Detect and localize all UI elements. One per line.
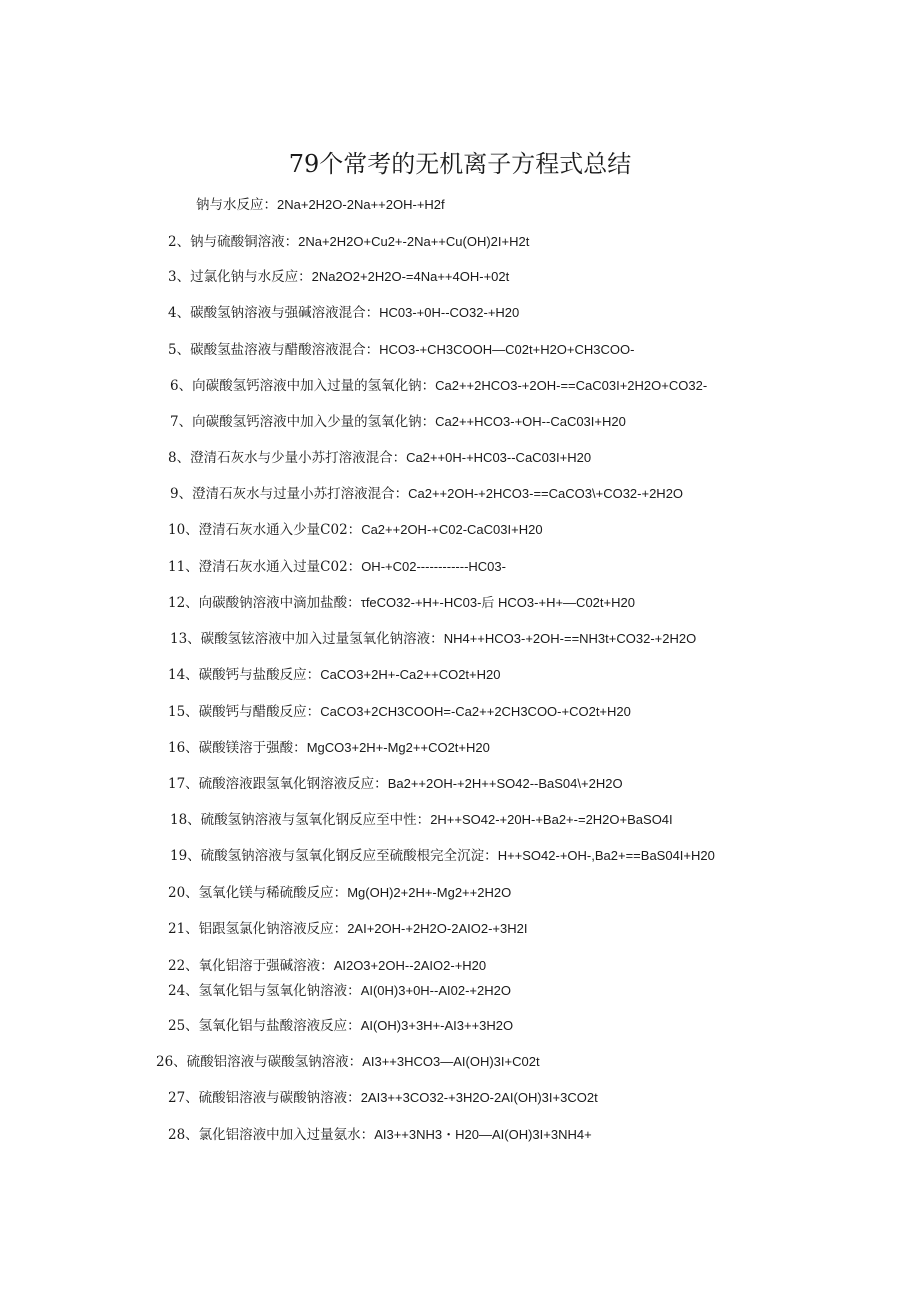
equation-line bbox=[168, 1017, 513, 1036]
equation-line bbox=[168, 884, 511, 903]
ionic-equation: AI2O3+2OH--2AIO2-+H20 bbox=[333, 958, 487, 973]
equation-line bbox=[168, 341, 634, 360]
reaction-label: 3、过氯化钠与水反应： bbox=[168, 269, 312, 285]
equation-line bbox=[168, 920, 527, 939]
ionic-equation: AI(0H)3+0H--AI02-+2H2O bbox=[360, 983, 511, 998]
ionic-equation: H++SO42-+OH-,Ba2+==BaS04I+H20 bbox=[497, 848, 715, 863]
reaction-label: 25、氢氧化铝与盐酸溶液反应： bbox=[168, 1018, 361, 1034]
ionic-equation: 2H++SO42-+20H-+Ba2+-=2H2O+BaSO4I bbox=[430, 812, 673, 827]
equation-line bbox=[168, 957, 486, 976]
reaction-label: 22、氧化铝溶于强碱溶液： bbox=[168, 958, 334, 974]
equation-line bbox=[168, 666, 500, 685]
reaction-label: 12、向碳酸钠溶液中滴加盐酸： bbox=[168, 595, 361, 611]
reaction-label: 9、澄清石灰水与过量小苏打溶液混合： bbox=[170, 486, 409, 502]
equation-line bbox=[168, 982, 511, 1001]
equation-line bbox=[168, 1126, 592, 1145]
equation-line bbox=[170, 630, 696, 649]
equation-line bbox=[168, 703, 631, 722]
ionic-equation: Ca2++2OH-+C02-CaC03I+H20 bbox=[361, 522, 543, 537]
reaction-label: 13、碳酸氢铉溶液中加入过量氢氧化钠溶液： bbox=[170, 631, 444, 647]
reaction-label: 18、硫酸氢钠溶液与氢氧化钢反应至中性： bbox=[170, 812, 431, 828]
equation-line bbox=[168, 304, 519, 323]
reaction-label: 21、铝跟氢氯化钠溶液反应： bbox=[168, 921, 348, 937]
equation-line bbox=[196, 196, 445, 215]
reaction-label: 5、碳酸氢盐溶液与醋酸溶液混合： bbox=[168, 342, 380, 358]
equation-line bbox=[170, 811, 673, 830]
ionic-equation: 2Na+2H2O-2Na++2OH-+H2f bbox=[277, 197, 445, 212]
reaction-label: 14、碳酸钙与盐酸反应： bbox=[168, 667, 321, 683]
reaction-label: 17、硫酸溶液跟氢氧化钢溶液反应： bbox=[168, 776, 388, 792]
ionic-equation: HCO3-+CH3COOH—C02t+H2O+CH3COO- bbox=[379, 342, 635, 357]
ionic-equation: MgCO3+2H+-Mg2++CO2t+H20 bbox=[306, 740, 490, 755]
equation-line bbox=[156, 1053, 540, 1072]
ionic-equation: AI3++3HCO3—AI(OH)3I+C02t bbox=[362, 1054, 540, 1069]
equation-line bbox=[168, 233, 529, 252]
reaction-label: 20、氢氧化镁与稀硫酸反应： bbox=[168, 885, 348, 901]
reaction-label: 27、硫酸铝溶液与碳酸钠溶液： bbox=[168, 1090, 361, 1106]
ionic-equation: Mg(OH)2+2H+-Mg2++2H2O bbox=[347, 885, 512, 900]
reaction-label: 钠与水反应： bbox=[196, 197, 277, 213]
reaction-label: 26、硫酸铝溶液与碳酸氢钠溶液： bbox=[156, 1054, 363, 1070]
reaction-label: 7、向碳酸氢钙溶液中加入少量的氢氧化钠： bbox=[170, 414, 436, 430]
reaction-label: 24、氢氧化铝与氢氧化钠溶液： bbox=[168, 983, 361, 999]
ionic-equation: AI3++3NH3・H20—AI(OH)3I+3NH4+ bbox=[374, 1127, 592, 1142]
equation-line bbox=[168, 775, 623, 794]
equation-line bbox=[168, 594, 635, 613]
ionic-equation: τfeCO32-+H+-HC03-后 HCO3-+H+—C02t+H20 bbox=[360, 595, 635, 610]
reaction-label: 2、钠与硫酸铜溶液： bbox=[168, 234, 299, 250]
ionic-equation: 2Na2O2+2H2O-=4Na++4OH-+02t bbox=[311, 269, 510, 284]
ionic-equation: Ba2++2OH-+2H++SO42--BaS04\+2H2O bbox=[387, 776, 623, 791]
reaction-label: 19、硫酸氢钠溶液与氢氧化钢反应至硫酸根完全沉淀： bbox=[170, 848, 498, 864]
ionic-equation: Ca2++0H-+HC03--CaC03I+H20 bbox=[406, 450, 592, 465]
equation-line bbox=[168, 1089, 598, 1108]
ionic-equation: Ca2++2HCO3-+2OH-==CaC03I+2H2O+CO32- bbox=[435, 378, 708, 393]
page-title: 79个常考的无机离子方程式总结 bbox=[288, 150, 632, 178]
ionic-equation: 2AI3++3CO32-+3H2O-2AI(OH)3I+3CO2t bbox=[360, 1090, 598, 1105]
equation-line bbox=[170, 847, 715, 866]
equation-line bbox=[170, 485, 683, 504]
ionic-equation: 2Na+2H2O+Cu2+-2Na++Cu(OH)2I+H2t bbox=[298, 234, 530, 249]
equation-line bbox=[168, 558, 506, 577]
reaction-label: 6、向碳酸氢钙溶液中加入过量的氢氧化钠： bbox=[170, 378, 436, 394]
equation-line bbox=[170, 377, 707, 396]
ionic-equation: CaCO3+2CH3COOH=-Ca2++2CH3COO-+CO2t+H20 bbox=[320, 704, 631, 719]
reaction-label: 28、氯化铝溶液中加入过量氨水： bbox=[168, 1127, 375, 1143]
ionic-equation: 2AI+2OH-+2H2O-2AIO2-+3H2I bbox=[347, 921, 528, 936]
equation-line bbox=[168, 739, 490, 758]
ionic-equation: HC03-+0H--CO32-+H20 bbox=[379, 305, 520, 320]
equation-line bbox=[168, 521, 543, 540]
reaction-label: 10、澄清石灰水通入少量C02： bbox=[168, 522, 362, 538]
equation-line bbox=[170, 413, 626, 432]
reaction-label: 15、碳酸钙与醋酸反应： bbox=[168, 704, 321, 720]
reaction-label: 11、澄清石灰水通入过量C02： bbox=[168, 559, 362, 575]
ionic-equation: Ca2++HCO3-+OH--CaC03I+H20 bbox=[435, 414, 626, 429]
ionic-equation: OH-+C02------------HC03- bbox=[361, 559, 506, 574]
ionic-equation: AI(OH)3+3H+-AI3++3H2O bbox=[360, 1018, 514, 1033]
reaction-label: 16、碳酸镁溶于强酸： bbox=[168, 740, 307, 756]
ionic-equation: Ca2++2OH-+2HCO3-==CaCO3\+CO32-+2H2O bbox=[408, 486, 684, 501]
ionic-equation: CaCO3+2H+-Ca2++CO2t+H20 bbox=[320, 667, 501, 682]
equation-line bbox=[168, 268, 509, 287]
reaction-label: 4、碳酸氢钠溶液与强碱溶液混合： bbox=[168, 305, 380, 321]
reaction-label: 8、澄清石灰水与少量小苏打溶液混合： bbox=[168, 450, 407, 466]
equation-line bbox=[168, 449, 591, 468]
ionic-equation: NH4++HCO3-+2OH-==NH3t+CO32-+2H2O bbox=[443, 631, 697, 646]
